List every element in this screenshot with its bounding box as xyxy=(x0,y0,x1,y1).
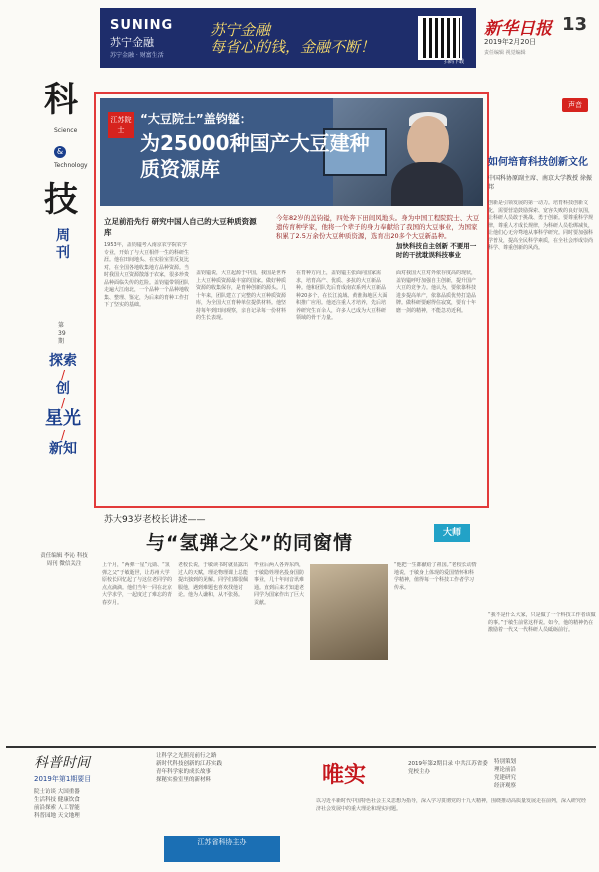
feature-column-1: 1953年，盖钧镒考入南京农学院农学专业，开始了与大豆相伴一生的科研生涯。他在田间地头、在实验室里反复比对，在全国各地收集地方品种资源。当时我国大豆资源散落于农家，很多珍贵品种面临失传的危险。盖钧镒带领团队走遍大江南北，一个品种一个品种地收集、整理、鉴定，为后来的育种工作打下了坚实的基础。 xyxy=(104,242,190,308)
story2-photo xyxy=(310,564,388,660)
bottom-issue: 2019年第1期要目 xyxy=(34,775,92,783)
story2-headline[interactable]: 与“氢弹之父”的同窗情 xyxy=(146,532,353,554)
story2-badge: 大师 xyxy=(434,524,470,542)
page-number: 13 xyxy=(562,14,588,35)
slash-divider: / xyxy=(60,428,66,442)
masthead-en-science: Science xyxy=(54,127,78,134)
slash-divider: / xyxy=(60,368,66,382)
list-item[interactable]: 特别策划 xyxy=(494,759,517,765)
masthead-tag: 星光 xyxy=(45,408,81,429)
list-item[interactable]: 新时代科技创新的江苏实践 xyxy=(156,761,223,767)
bottom-contents-box[interactable] xyxy=(34,752,152,868)
feature-column-subhead: 加快科技自主创新 不要用一时的干扰耽误科技事业 xyxy=(396,242,477,259)
voice-tag: 声音 xyxy=(562,98,588,112)
feature-lede: 今年82岁的盖钧镒，四处奔下田间风地头。身为中国工程院院士、大豆遗传育种学家，他将一个辈子的身力奉献给了我国的大豆事业，为国家积累了2.5万余份大豆种质资源，选育出20多个大豆新品种。 xyxy=(276,214,480,240)
banner-slogan-line2: 每省心的钱，金融不断！ xyxy=(210,38,376,56)
newspaper-name: 新华日报 xyxy=(484,19,552,39)
ad-banner[interactable] xyxy=(100,8,476,68)
portrait-body xyxy=(391,162,463,206)
bottom-title: 科普时间 xyxy=(34,755,90,771)
masthead-char-tech: 技 xyxy=(44,180,78,220)
feature-subheading: 立足前沿先行 研究中国人自己的大豆种质资源库 xyxy=(104,217,257,237)
list-item[interactable]: 院士访谈 大国重器 xyxy=(34,789,80,795)
masthead-contact: 责任编辑 李沁 科技周刊 微信关注 xyxy=(40,553,88,567)
masthead-en-tech: Technology xyxy=(54,162,88,169)
feature-tag: 江苏院士 xyxy=(108,112,134,138)
right-column-continuation: “我不是什么大家，只是做了一个科技工作者该做的事。”于敏生前常这样说。如今，他的精神仍在激励着一代又一代科研人员砥砺前行。 xyxy=(488,612,596,633)
story2-kicker: 苏大93岁老校长讲述—— xyxy=(104,515,206,525)
masthead-tag: 探索 xyxy=(49,353,77,369)
list-item[interactable]: 科普园地 天文地理 xyxy=(34,813,80,819)
feature-column-3: 在育种方向上，盖钧镒主张面向国家需求，培育高产、优质、多抗的大豆新品种。他和团队先后育成南农系列大豆新品种20多个，在长江流域、黄淮海地区大面积推广应用。他还注重人才培养，先后培养研究生百余人，许多人已成为大豆科研领域的骨干力量。 xyxy=(296,270,388,321)
slash-divider: / xyxy=(60,396,66,410)
portrait-face xyxy=(407,116,449,166)
bottom-list xyxy=(34,788,152,820)
banner-brand-cn: 苏宁金融 xyxy=(110,36,154,49)
journal-logo: 唯实 xyxy=(322,762,367,788)
feature-column-2: 盖钧镒说，大豆起源于中国，我国是世界上大豆种质资源最丰富的国家。做好种质资源的收集保存，是育种创新的源头。几十年来，团队建立了完整的大豆种质资源库，为全国大豆育种单位提供材料。他坚持每年到田间观察，亲自记录每一份材料的生长表现。 xyxy=(196,270,287,321)
section-masthead xyxy=(40,82,88,602)
list-item[interactable]: 探秘实验室里的新材料 xyxy=(156,777,212,783)
list-item[interactable]: 理论前沿 xyxy=(494,767,517,773)
journal-ad[interactable] xyxy=(296,752,596,868)
editor-credit: 责任编辑 视觉编辑 xyxy=(484,50,526,56)
banner-slogan-line1: 苏宁金融 xyxy=(210,21,271,39)
masthead-tag: 创 xyxy=(56,381,70,397)
journal-text: 以习近平新时代中国特色社会主义思想为指导，深入学习贯彻党的十九大精神，围绕推动高质量发展走在前列，深入研究经济社会发展中的重大理论和现实问题。 xyxy=(316,798,586,812)
feature-headline[interactable]: 为25000种国产大豆建种质资源库 xyxy=(140,131,370,181)
qr-code-label: 扫码下载 xyxy=(443,59,464,65)
story2-column-4: “他把一生都献给了祖国。”老校长动情地说，于敏身上体现的爱国情怀和科学精神，值得每一个科技工作者学习传承。 xyxy=(394,562,477,591)
feature-kicker: “大豆院士”盖钧镒： xyxy=(140,112,252,126)
hero-image xyxy=(100,98,483,206)
bottom-ad[interactable]: 江苏省科协主办 xyxy=(164,836,280,862)
bottom-strip xyxy=(6,746,596,870)
banner-brand-sub: 苏宁金融 · 财富生活 xyxy=(110,52,164,59)
story2-column-3: 毕业后两人各奔东西，于敏隐姓埋名投身国防事业，几十年间音讯难通。直到后来才知道老同学为国家作出了巨大贡献。 xyxy=(254,562,305,606)
publication-date: 2019年2月20日 xyxy=(484,38,537,46)
story2-column-2: 老校长说，于敏读书时就显露出过人的天赋，理论物理课上总能提出独到的见解。同学们都很佩服他，遇到难题也喜欢找他讨论。他为人谦和，从不张扬。 xyxy=(178,562,248,598)
second-story[interactable] xyxy=(94,510,485,740)
qr-code-icon[interactable] xyxy=(418,16,462,60)
list-item[interactable]: 生活科技 健康饮食 xyxy=(34,797,80,803)
opinion-body: 创新是引领发展的第一动力。培育科技创新文化，需要营造鼓励探索、宽容失败的良好氛围，让科研人员敢于挑战、勇于创新。要尊重科学规律，尊重人才成长规律，为科研人员松绑减负，让他们心无旁骛地从事科学研究。同时要加强科学普及，提高全民科学素质，在全社会形成崇尚科学、尊重创新的风尚。 xyxy=(488,200,594,251)
opinion-column[interactable] xyxy=(488,98,596,608)
banner-brand-en: SUNING xyxy=(110,18,174,33)
opinion-author: 中国科协原副主席、南京大学教授 徐振邦 xyxy=(488,175,592,191)
list-item[interactable]: 青年科学家的成长故事 xyxy=(156,769,212,775)
journal-contents xyxy=(494,758,594,790)
story2-column-1: 上个月，“两弹一星”元勋、“氢弹之父”于敏逝世，让苏州大学原校长回忆起了与这位老同学的点点滴滴。他们当年一同在北京大学求学，一起度过了难忘的青春岁月。 xyxy=(102,562,172,606)
journal-info: 2019年第2期目录 中共江苏省委党校主办 xyxy=(408,761,488,775)
feature-column-4: 面对我国大豆对外依存度高的现状，盖钧镒呼吁加强自主创新，提升国产大豆的竞争力。他认为，要依靠科技进步提高单产，依靠品质优势打造品牌。做科研要耐得住寂寞，要有十年磨一剑的精神，不能急功近利。 xyxy=(396,270,477,314)
list-item[interactable]: 党建研究 xyxy=(494,775,517,781)
opinion-title[interactable]: 如何培育科技创新文化 xyxy=(488,157,588,168)
list-item[interactable]: 经济观察 xyxy=(494,783,517,789)
voice-header xyxy=(488,98,596,116)
list-item[interactable]: 让科学之光照亮前行之路 xyxy=(156,753,217,759)
banner-slogan xyxy=(210,22,375,56)
list-item[interactable]: 前沿探索 人工智能 xyxy=(34,805,80,811)
masthead-weekly: 周刊 xyxy=(56,228,70,261)
masthead-tag: 新知 xyxy=(49,441,77,457)
masthead-tags xyxy=(40,352,86,458)
masthead-dot-badge: & xyxy=(54,146,66,158)
masthead-issue: 第39期 xyxy=(58,322,66,345)
masthead-char-science: 科 xyxy=(44,80,78,120)
feature-story[interactable] xyxy=(94,92,489,508)
